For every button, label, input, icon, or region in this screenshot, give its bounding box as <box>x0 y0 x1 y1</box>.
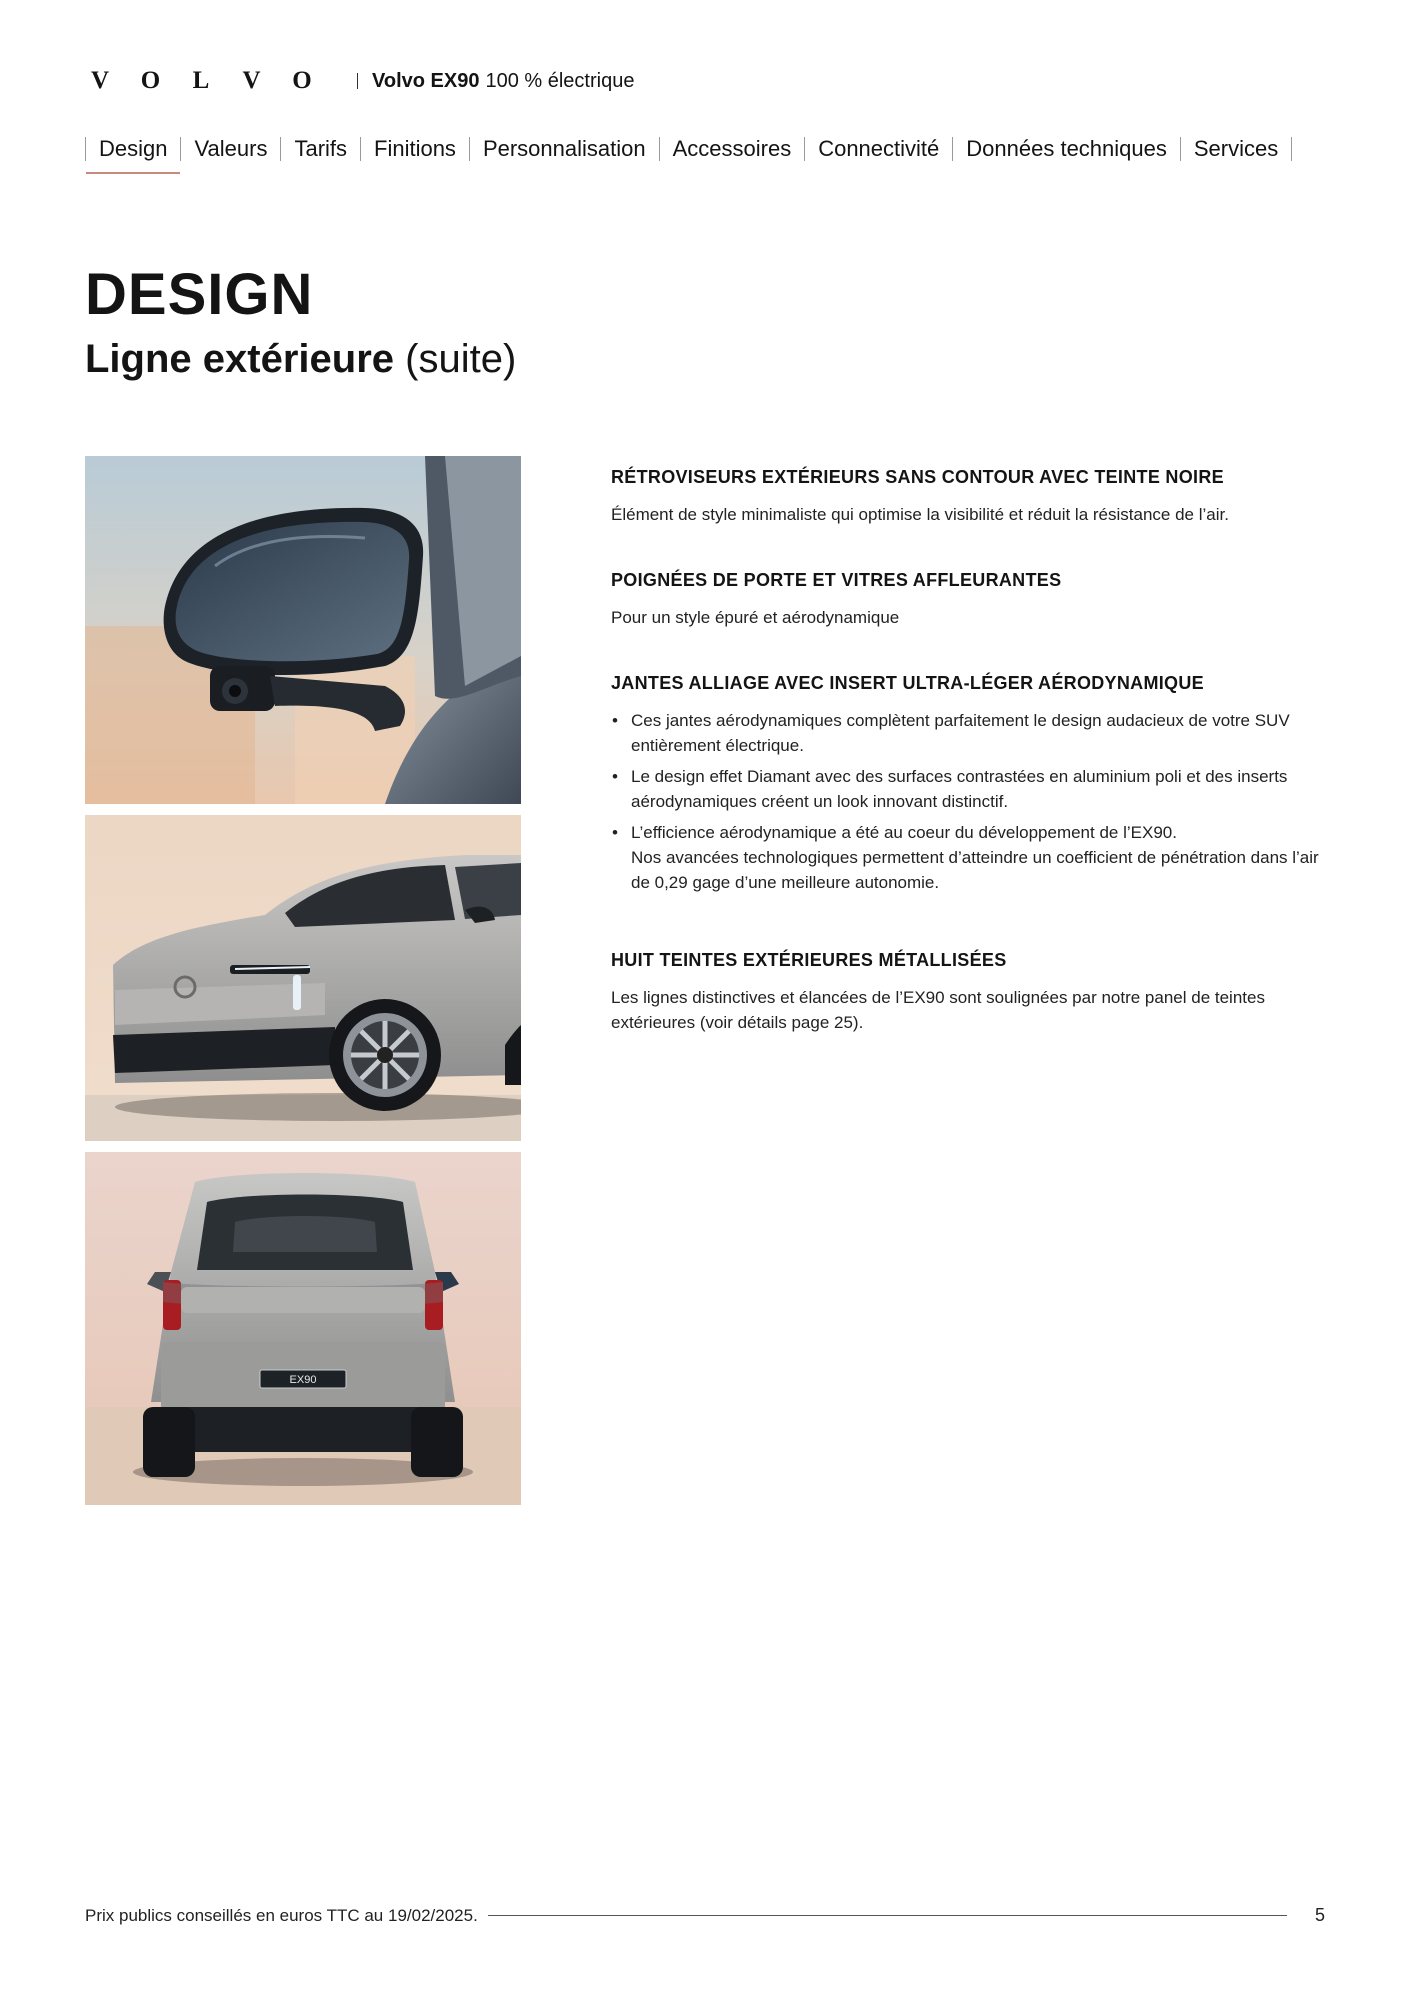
model-subtitle: 100 % électrique <box>485 69 635 92</box>
section-nav <box>85 134 1292 164</box>
header <box>85 66 634 96</box>
logo-letter: L <box>192 67 210 94</box>
footer-rule <box>488 1915 1287 1916</box>
subtitle-bold: Ligne extérieure <box>85 337 395 381</box>
feature-title: RÉTROVISEURS EXTÉRIEURS SANS CONTOUR AVEC TEINTE NOIRE <box>611 467 1224 487</box>
price-disclaimer: Prix publics conseillés en euros TTC au 19/02/2025. <box>85 1905 478 1925</box>
page-subtitle <box>85 334 516 384</box>
bullet-line: Nos avancées technologiques permettent d’atteindre un coefficient de pénétration dans l’air de 0,29 gage d’une meilleure autonomie. <box>631 848 1319 892</box>
logo-letter: V <box>242 67 261 94</box>
feature-title: POIGNÉES DE PORTE ET VITRES AFFLEURANTES <box>611 570 1062 590</box>
mirror-illustration <box>85 456 521 804</box>
nav-divider <box>1291 137 1292 161</box>
feature-list <box>611 464 1331 1035</box>
suv-front-illustration <box>85 815 521 1141</box>
feature-title: HUIT TEINTES EXTÉRIEURES MÉTALLISÉES <box>611 950 1007 970</box>
feature-wheels <box>611 670 1331 895</box>
nav-item-services[interactable]: Services <box>1193 136 1279 161</box>
rear-plate-badge: EX90 <box>289 1374 317 1386</box>
logo-letter: O <box>140 67 161 94</box>
nav-item-personnalisation[interactable]: Personnalisation <box>482 136 646 161</box>
feature-title: JANTES ALLIAGE AVEC INSERT ULTRA-LÉGER AÉRODYNAMIQUE <box>611 673 1204 693</box>
nav-item-donnees-techniques[interactable]: Données techniques <box>966 136 1167 161</box>
bullet-item: • Ces jantes aérodynamiques complètent parfaitement le design audacieux de votre SUV entièrement électrique. <box>611 708 1331 758</box>
footer <box>85 1905 1325 1926</box>
feature-text: Élément de style minimaliste qui optimise la visibilité et réduit la résistance de l’air. <box>611 505 1229 524</box>
nav-item-design[interactable]: Design <box>86 134 180 164</box>
suv-rear-illustration <box>85 1152 521 1505</box>
subtitle-suite: (suite) <box>405 337 517 381</box>
bullet-item <box>611 820 1331 895</box>
feature-text: Les lignes distinctives et élancées de l’EX90 sont soulignées par notre panel de teintes extérieures (voir détails page 25). <box>611 988 1265 1032</box>
logo-letter: V <box>90 67 110 94</box>
nav-item-accessoires[interactable]: Accessoires <box>672 136 792 161</box>
feature-colors <box>611 947 1331 1035</box>
nav-item-tarifs[interactable]: Tarifs <box>294 136 348 161</box>
feature-text: Pour un style épuré et aérodynamique <box>611 608 900 627</box>
feature-mirrors <box>611 464 1331 527</box>
bullet-item: • Le design effet Diamant avec des surfaces contrastées en aluminium poli et des inserts aérodynamiques créent un look innovant distinctif. <box>611 764 1331 814</box>
nav-item-connectivite[interactable]: Connectivité <box>818 136 940 161</box>
header-divider <box>357 73 358 89</box>
page-title: DESIGN <box>85 262 314 327</box>
suv-rear-photo <box>85 1152 521 1505</box>
nav-item-finitions[interactable]: Finitions <box>374 136 456 161</box>
model-name: Volvo EX90 <box>372 69 480 92</box>
mirror-photo <box>85 456 521 804</box>
feature-bullets <box>611 708 1331 895</box>
volvo-logo[interactable] <box>85 67 317 95</box>
nav-item-valeurs[interactable]: Valeurs <box>194 136 268 161</box>
feature-door-handles <box>611 567 1331 630</box>
page-number: 5 <box>1314 1905 1325 1925</box>
logo-letter: O <box>292 67 312 94</box>
suv-front-photo <box>85 815 521 1141</box>
bullet-line: L’efficience aérodynamique a été au coeur du développement de l’EX90. <box>631 823 1177 842</box>
